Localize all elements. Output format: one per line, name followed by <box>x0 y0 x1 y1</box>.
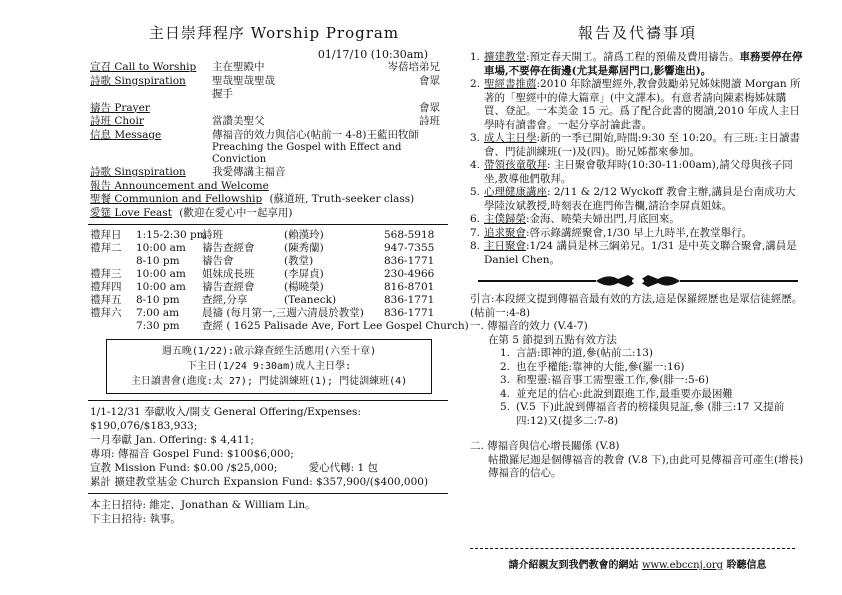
point-text: (V.5 下)此說到傳福音者的榜樣與見証,參 (腓三:17 又提前四:12)又(提多二:7-8) <box>516 401 785 427</box>
order-row <box>88 193 448 207</box>
order-row <box>88 207 448 221</box>
item-bold-text: 車務要停在停車場,不要停在街邊(尤其是鄰居門口,影響進出)。 <box>484 51 803 77</box>
order-row <box>88 166 448 180</box>
item-heading: 主僕歸榮 <box>484 213 526 225</box>
order-label: 聖餐 Communion and Fellowship <box>90 193 263 205</box>
item-text: : 主日聚會敬拜時(10:30-11:00am),請父母與孩子同坐,教導他們敬拜。 <box>484 159 793 185</box>
item-heading: 心理健康講座 <box>484 186 547 198</box>
schedule-phone: 836-1771 <box>384 294 435 306</box>
sermon-point <box>500 374 805 388</box>
sermon-point <box>500 347 805 361</box>
point-number: 3. <box>500 374 511 386</box>
item-text: :啓示錄講經聚會,1/30 早上九時半,在教堂舉行。 <box>526 226 753 239</box>
announcement-item <box>470 227 805 241</box>
message-english-title: Preaching the Gospel with Effect and Conviction <box>212 142 402 165</box>
finance-line <box>88 461 448 475</box>
item-heading: 追求聚會 <box>484 226 526 239</box>
schedule-row <box>88 242 448 255</box>
schedule-row <box>88 294 448 307</box>
item-number: 7. <box>470 226 481 239</box>
worship-program-title: 主日崇拜程序 Worship Program <box>148 24 400 42</box>
service-date: 01/17/10 (10:30am) <box>317 48 428 61</box>
divider <box>88 400 448 401</box>
sermon-outline <box>470 293 805 347</box>
schedule-day: 禮拜四 <box>90 281 122 293</box>
schedule-day: 禮拜六 <box>90 307 122 319</box>
announcements-title: 報告及代禱事項 <box>577 24 697 42</box>
schedule-contact: (陳秀蘭) <box>284 242 324 254</box>
order-leader: 會眾 <box>419 74 440 87</box>
footer-text: 請介紹親友到我們教會的網站 <box>508 560 639 571</box>
divider <box>88 224 448 225</box>
item-text: :1/24 講員是林三綱弟兄。1/31 是中英文聯合聚會,講員是 Daniel Chen。 <box>484 240 797 266</box>
order-label: 愛筵 Love Feast <box>90 206 172 219</box>
sermon-part-2-text: 帖撒羅尼迦是個傳福音的教會 (V.8 下),由此可見傳福音可產生(增長)傳福音的信心。 <box>488 453 804 479</box>
sermon-heading-2: 二. 傳福音與信心增長關係 (V.8) <box>470 440 620 452</box>
schedule-activity: 禱告會 <box>202 255 234 267</box>
item-text: :2010 年除讀聖經外,教會鼓勵弟兄姊妹閱讀 Morgan 所著的「聖經中的偉大篇章」(中文譯本)。有意者請向陳素梅姊妹購買、登記。一本美金 15 元。爲了配合此書的閱讀,2010 年成人主日學時有讀書會。一起分享討論此書。 <box>484 78 801 131</box>
schedule-activity: 查經 ( 1625 Palisade Ave, Fort Lee Gospel Church) <box>202 320 469 332</box>
item-number: 8. <box>470 240 481 252</box>
finance-line: 1/1-12/31 奉獻收入/開支 General Offering/Expenses: $190,076/$183,933; <box>90 406 361 432</box>
schedule-activity: 禱告查經會 <box>202 281 255 293</box>
item-number: 3. <box>470 132 481 144</box>
schedule-row <box>88 229 448 242</box>
order-leader: 會眾 <box>419 101 440 114</box>
finance-section <box>88 405 448 489</box>
sermon-heading-1: 一. 傳福音的效力 (V.4-7) <box>470 320 588 332</box>
schedule-activity: 姐妹成長班 <box>202 268 255 280</box>
announcement-item <box>470 186 805 213</box>
schedule-day: 禮拜五 <box>90 294 122 306</box>
schedule-activity: 禱告查經會 <box>202 242 255 254</box>
item-number: 6. <box>470 213 481 225</box>
host-line: 本主日招待: 維定、Jonathan & William Lin。 <box>90 499 316 511</box>
order-row <box>88 88 448 102</box>
order-row <box>88 180 448 194</box>
schedule-activity: 詩班 <box>202 229 223 241</box>
order-leader: 岑蓓培弟兄 <box>387 61 440 73</box>
sermon-intro: 引言:本段經文提到傳福音最有效的方法,這是保羅經歷也是眾信徒經歷。(帖前一:4-8) <box>470 293 803 319</box>
item-text: :新的一季已開始,時間:9:30 至 10:20。有三班:主日讀書會、門徒訓練班(一)及(四)。盼兄姊都來參加。 <box>484 132 800 158</box>
item-heading: 帶領孩童敬拜 <box>484 159 547 171</box>
order-desc: 主在聖殿中 <box>212 61 265 73</box>
order-label: 詩歌 Singspiration <box>90 74 186 87</box>
point-text: 和聖靈:福音事工需聖靈工作,參(腓一:5-6) <box>516 374 710 386</box>
item-number: 5. <box>470 186 481 198</box>
schedule-contact: (李屏貞) <box>284 268 324 280</box>
schedule-row <box>88 281 448 294</box>
point-text: 也在乎權能:靠神的大能,參(羅一:16) <box>516 360 685 373</box>
schedule-phone: 836-1771 <box>384 255 435 267</box>
order-label: 信息 Message <box>90 128 162 141</box>
order-of-service <box>88 61 448 220</box>
point-number: 4. <box>500 387 511 400</box>
schedule-row <box>88 320 469 333</box>
ornament-divider-icon <box>478 273 798 289</box>
item-number: 4. <box>470 159 481 171</box>
announcement-item <box>470 240 805 267</box>
schedule-row <box>88 307 448 320</box>
finance-line: 累計 擴建教堂基金 Church Expansion Fund: $357,900/($400,000) <box>90 476 429 488</box>
order-desc: 聖哉聖哉聖哉 <box>212 74 275 87</box>
schedule-phone: 836-1771 <box>384 307 435 319</box>
upcoming-events-box <box>106 339 432 394</box>
schedule-time: 7:00 am <box>136 307 180 319</box>
schedule-day: 禮拜三 <box>90 268 122 280</box>
announcement-item <box>470 159 805 186</box>
decorative-ornament <box>470 273 805 289</box>
order-label: 詩班 Choir <box>90 115 144 127</box>
item-number: 2. <box>470 78 481 90</box>
footer-tail: 聆聽信息 <box>726 560 767 571</box>
schedule-contact: (賴漢玲) <box>284 229 324 241</box>
schedule-day: 禮拜日 <box>90 229 122 241</box>
item-number: 1. <box>470 51 481 63</box>
order-row <box>88 129 448 143</box>
worship-program-column <box>88 20 469 526</box>
schedule-phone: 568-5918 <box>384 229 435 241</box>
announcements-column <box>470 20 805 481</box>
announcement-item <box>470 78 805 132</box>
weekly-schedule <box>88 229 469 333</box>
order-desc: 我愛傳講主福音 <box>212 166 286 178</box>
announcement-item <box>470 132 805 159</box>
order-leader: 詩班 <box>419 115 440 127</box>
sermon-points <box>470 347 805 428</box>
schedule-time: 8-10 pm <box>136 294 180 306</box>
order-label: 禱告 Prayer <box>90 101 150 114</box>
mission-fund: 宣教 Mission Fund: $0.00 /$25,000; <box>90 462 278 474</box>
announcement-item <box>470 51 805 78</box>
footer-divider <box>470 548 795 549</box>
box-line: 主日讀書會(進度:太 27); 門徒訓練班(1); 門徒訓練班(4) <box>130 376 408 387</box>
schedule-time: 10:00 am <box>136 242 186 254</box>
order-label: 宣召 Call to Worship <box>90 61 197 73</box>
order-desc: 當讚美聖父 <box>212 115 265 127</box>
sermon-part-2 <box>470 440 805 481</box>
order-row <box>88 115 448 129</box>
schedule-time: 8-10 pm <box>136 255 180 267</box>
sermon-point <box>500 388 805 402</box>
schedule-activity: 查經,分享 <box>202 294 248 306</box>
schedule-contact: (楊曉榮) <box>284 281 324 293</box>
host-line: 下主日招待: 執事。 <box>90 513 181 525</box>
order-row <box>88 61 448 75</box>
order-row <box>88 102 448 116</box>
order-label: 詩歌 Singspiration <box>90 166 186 178</box>
item-text: :預定春天開工。請爲工程的預備及費用禱告。 <box>526 51 740 63</box>
sermon-point <box>500 361 805 375</box>
website-link[interactable]: www.ebccnj.org <box>641 560 724 571</box>
divider <box>88 493 448 494</box>
schedule-contact: (Teaneck) <box>284 294 337 306</box>
finance-line: 一月奉獻 Jan. Offering: $ 4,411; <box>90 434 254 446</box>
item-text: :金海、曉榮夫婦出門,月底回來。 <box>526 213 680 225</box>
order-row <box>88 75 448 89</box>
point-text: 並充足的信心:此說到跟進工作,最重要亦最困難 <box>516 387 733 400</box>
schedule-time: 10:00 am <box>136 268 186 280</box>
schedule-phone: 947-7355 <box>384 242 435 254</box>
sermon-point <box>500 401 805 428</box>
announcement-list <box>470 51 805 267</box>
hosts-section <box>88 498 448 526</box>
order-extra: (蘇道班, Truth-seeker class) <box>269 193 415 205</box>
item-heading: 聖經書推薦 <box>484 78 537 90</box>
point-number: 1. <box>500 347 511 359</box>
announcement-item <box>470 213 805 227</box>
box-line: 週五晚(1/22):啟示錄查經生活應用(六至十章) <box>161 346 377 357</box>
order-desc: 傳福音的效力與信心(帖前一 4-8)王藍田牧師 <box>212 128 419 141</box>
order-extra: (歡迎在愛心中一起享用) <box>179 206 293 219</box>
finance-line: 專項: 傳福音 Gospel Fund: $100$6,000; <box>90 448 294 460</box>
schedule-time: 7:30 pm <box>136 320 180 332</box>
item-heading: 成人主日學 <box>484 132 537 144</box>
care-transfer: 愛心代轉: 1 包 <box>308 462 379 474</box>
order-label: 報告 Announcement and Welcome <box>90 179 269 192</box>
point-number: 5. <box>500 401 511 413</box>
schedule-row <box>88 255 448 268</box>
sermon-subheading: 在第 5 節提到五點有效方法 <box>488 333 617 346</box>
order-desc: 握手 <box>212 88 233 100</box>
schedule-activity: 晨禱 (每月第一,三週六清晨於教堂) <box>202 307 364 319</box>
schedule-time: 10:00 am <box>136 281 186 293</box>
item-text: : 2/11 & 2/12 Wyckoff 教會主辦,講員是台南成功大學陸汝斌教授,時刻表在進門佈告欄,請洽李屏貞姐妹。 <box>484 186 796 212</box>
box-line: 下主日(1/24 9:30am)成人主日學: <box>186 361 352 372</box>
schedule-phone: 816-8701 <box>384 281 435 293</box>
item-heading: 主日聚會 <box>484 240 526 252</box>
item-heading: 擴建教堂 <box>484 51 526 63</box>
schedule-day: 禮拜二 <box>90 242 122 254</box>
point-number: 2. <box>500 360 511 373</box>
schedule-time: 1:15-2:30 pm <box>136 229 207 241</box>
point-text: 言語:即神的道,參(帖前二:13) <box>516 347 653 359</box>
website-footer <box>470 556 805 571</box>
schedule-contact: (教堂) <box>284 255 314 267</box>
schedule-row <box>88 268 448 281</box>
schedule-phone: 230-4966 <box>384 268 435 280</box>
